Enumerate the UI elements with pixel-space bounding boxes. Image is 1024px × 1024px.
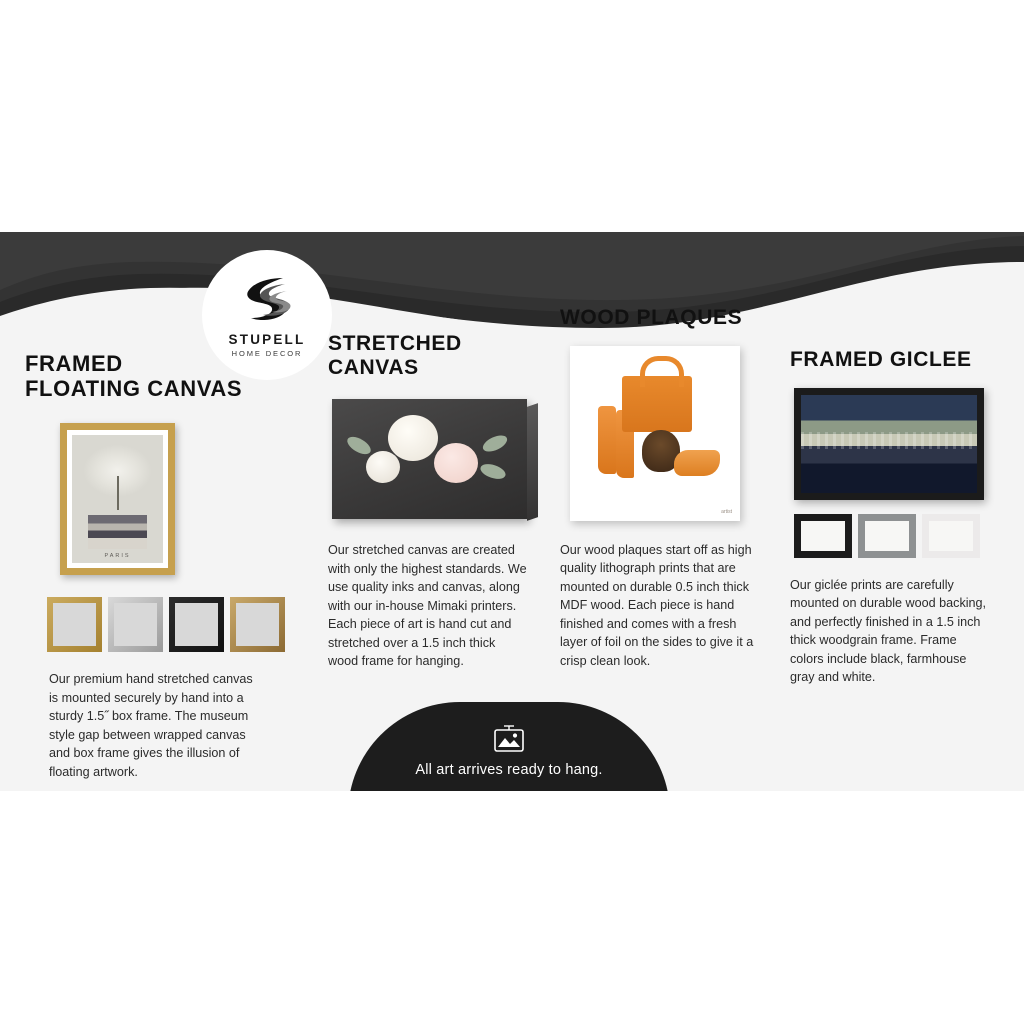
artwork-leaf — [344, 433, 373, 457]
column-4-title-line1: FRAMED GICLEE — [790, 348, 972, 371]
artwork-signature: artist — [721, 508, 732, 515]
column-3-title — [560, 306, 765, 330]
artwork-leaf — [480, 432, 509, 455]
column-2-title-line1: STRETCHED — [328, 332, 462, 355]
swatch-silver-inner — [114, 603, 157, 646]
ribbon-text: All art arrives ready to hang. — [415, 762, 603, 778]
artwork-caption: PARIS — [104, 553, 131, 560]
column-2-body: Our stretched canvas are created with only the highest standards. We use quality inks and canvas, along with our in-house Mimaki printers. Each piece of art is hand cut and stretched over a 1.5 inch thick wood frame for hanging. — [328, 543, 527, 669]
framed-giclee-artwork — [794, 388, 984, 500]
column-framed-giclee — [790, 348, 1000, 687]
ready-to-hang-ribbon — [348, 702, 670, 791]
stretched-canvas-artwork — [332, 399, 527, 519]
artwork-leaf — [479, 461, 508, 481]
column-3-body: Our wood plaques start off as high quality lithograph prints that are mounted on durable 0.5 inch thick MDF wood. Each piece is hand finished and comes with a fresh layer of foil on the sides to give it a crisp clean look. — [560, 542, 754, 668]
canvas-side-edge — [527, 403, 538, 521]
column-stretched-canvas — [328, 332, 533, 671]
swatch-black-inner — [175, 603, 218, 646]
column-framed-floating-canvas — [25, 352, 285, 781]
picture-frame-icon — [492, 724, 526, 754]
stupell-swirl-icon — [239, 272, 295, 330]
column-1-title-line1: FRAMED — [25, 351, 123, 376]
swatch-gold[interactable] — [47, 597, 102, 652]
artwork-flower-white — [388, 415, 438, 461]
artwork-handbag — [622, 376, 692, 432]
artwork-flower-cream — [366, 451, 400, 483]
infographic-panel — [0, 232, 1024, 791]
wood-plaque-artwork — [570, 346, 740, 521]
frame-swatch-white[interactable] — [922, 514, 980, 558]
artwork-image-hydrangea — [72, 435, 163, 563]
column-1-title-line2: FLOATING CANVAS — [25, 375, 243, 401]
frame-swatch-farmhouse-gray[interactable] — [858, 514, 916, 558]
swatch-black[interactable] — [169, 597, 224, 652]
framed-floating-canvas-artwork — [60, 423, 285, 575]
brand-subtitle: HOME DECOR — [231, 349, 303, 358]
artwork-scarf — [674, 450, 720, 476]
column-4-title — [790, 348, 1000, 372]
artwork-boot — [598, 406, 616, 474]
gold-frame — [60, 423, 175, 575]
swatch-gold-inner — [53, 603, 96, 646]
swatch-woodgrain-inner — [236, 603, 279, 646]
swatch-woodgrain[interactable] — [230, 597, 285, 652]
swatch-silver[interactable] — [108, 597, 163, 652]
artwork-stem — [117, 476, 119, 510]
giclee-frame-swatches — [794, 514, 1000, 558]
column-2-title-line2: CANVAS — [328, 355, 419, 379]
brand-name: STUPELL — [228, 332, 306, 347]
frame-color-swatches — [47, 597, 285, 652]
column-4-body: Our giclée prints are carefully mounted on durable wood backing, and perfectly finished in a 1.5 inch thick woodgrain frame. Frame colors include black, farmhouse gray and white. — [790, 577, 987, 685]
frame-swatch-black[interactable] — [794, 514, 852, 558]
artwork-book-stack — [88, 515, 146, 549]
column-wood-plaques — [560, 306, 765, 670]
artwork-flower-pink — [434, 443, 478, 483]
column-3-title-line1: WOOD PLAQUES — [560, 306, 743, 329]
brand-logo — [202, 250, 332, 380]
column-2-title — [328, 332, 533, 379]
column-1-body: Our premium hand stretched canvas is mounted securely by hand into a sturdy 1.5˝ box frame. The museum style gap between wrapped canvas and box frame gives the illusion of floating artwork. — [49, 672, 253, 779]
